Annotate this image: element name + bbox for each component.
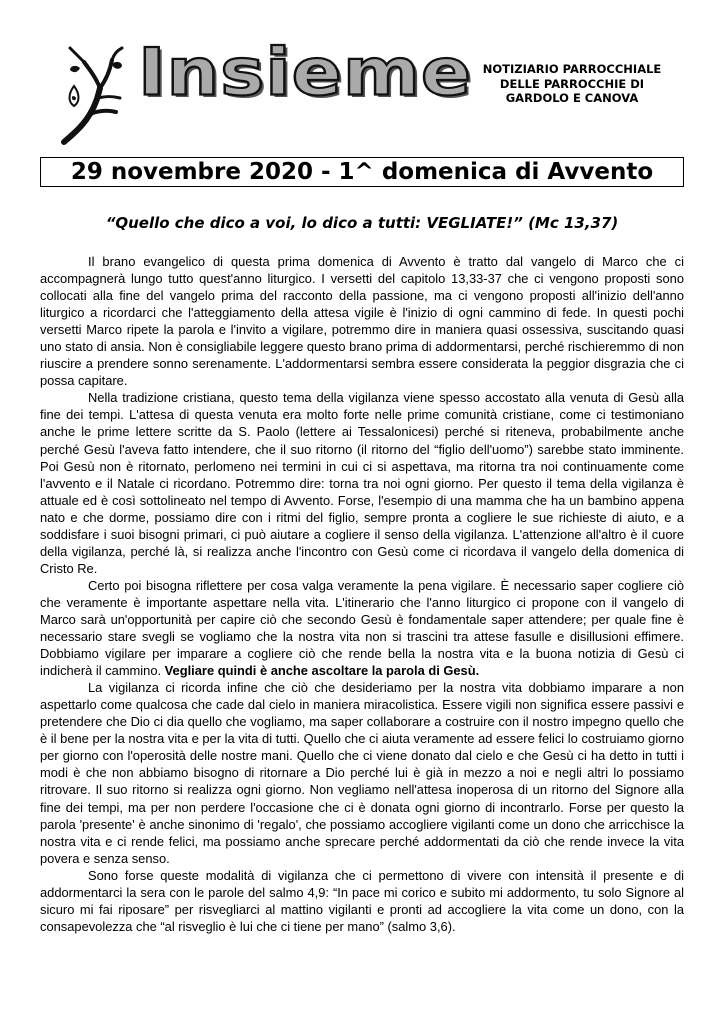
article-body xyxy=(40,253,684,935)
article-paragraph xyxy=(40,577,684,679)
subtitle-line: DELLE PARROCCHIE DI xyxy=(499,76,645,91)
newsletter-title: Insieme xyxy=(138,34,473,111)
newsletter-subtitle xyxy=(472,62,672,106)
bold-sentence: Vegliare quindi è anche ascoltare la parola di Gesù. xyxy=(164,663,480,679)
gospel-quote: “Quello che dico a voi, lo dico a tutti: VEGLIATE!” (Mc 13,37) xyxy=(105,214,619,232)
article-paragraph: Il brano evangelico di questa prima domenica di Avvento è tratto dal vangelo di Marco che ci accompagnerà lungo tutto quest'anno liturgico. I versetti del capitolo 13,33-37 che ci vengono proposti sono collocati alla fine del vangelo prima del racconto della passione, ma ci vengono proposti all'inizio dell'anno liturgico a ricordarci che l'atteggiamento della attesa vigile è l'inizio di ogni cammino di fede. In questi pochi versetti Marco ripete la parola e l'invito a vigilare, potremmo dire in maniera quasi ossessiva, suscitando quasi uno stato di ansia. Non è consigliabile leggere questo brano prima di addormentarsi, perché rischieremmo di non riuscire a prendere sonno serenamente. L'addormentarsi sembra essere considerata la peggior disgrazia che ci possa capitare. xyxy=(40,254,684,389)
subtitle-line: NOTIZIARIO PARROCCHIALE xyxy=(482,62,662,76)
plant-logo-icon xyxy=(50,40,140,150)
subtitle-line: GARDOLO E CANOVA xyxy=(505,91,639,105)
article-paragraph: La vigilanza ci ricorda infine che ciò che desideriamo per la nostra vita dobbiamo imparare a non aspettarlo come qualcosa che cade dal cielo in maniera miracolistica. Essere vigili non significa essere passivi e pretendere che Dio ci dia quello che vogliamo, ma saper collaborare a costruire con il nostro impegno quello che è il bene per la nostra vita e per la vita di tutti. Quello che ci aiuta veramente ad essere felici lo costruiamo giorno per giorno con l'operosità delle nostre mani. Quello che ci viene donato dal cielo e che Gesù ci ha detto in tutti i modi è che non abbiamo bisogno di ritornare a Dio perché lui è già in mezzo a noi e negli altri lo possiamo ritrovare. Il suo ritorno si realizza ogni giorno. Non vegliamo nell'attesa inoperosa di un ritorno del Signore alla fine dei tempi, ma per non perdere l'occasione che ci è donata ogni giorno di incontrarlo. Forse per questo la parola 'presente' è anche sinonimo di 'regalo', che possiamo accogliere vigilanti come un dono che arricchisce la nostra vita e ci rende felici, ma possiamo anche sprecare perché addormentati da ciò che rende invece la vita povera e senza senso. xyxy=(40,680,684,866)
article-paragraph: Nella tradizione cristiana, questo tema della vigilanza viene spesso accostato alla venuta di Gesù alla fine dei tempi. L'attesa di questa venuta era molto forte nelle prime comunità cristiane, come ci testimoniano anche le prime lettere scritte da S. Paolo (lettere ai Tessalonicesi) perché si riteneva, probabilmente anche perché Gesù l'aveva fatto intendere, che il suo ritorno (il ritorno del “figlio dell'uomo”) sarebbe stato imminente. Poi Gesù non è ritornato, perlomeno nei termini in cui ci si aspettava, ma ritorna tra noi continuamente come l'avvento e il Natale ci ricordano. Potremmo dire: torna tra noi ogni giorno. Per questo il tema della vigilanza è attuale ed è così sottolineato nel tempo di Avvento. Forse, l'esempio di una mamma che ha un bambino appena nato e che dorme, possiamo dire con i ritmi del figlio, sempre pronta a cogliere le sue richieste di aiuto, e a soddisfare i suoi bisogni primari, ci può aiutare a cogliere il senso della vigilanza. L'attenzione all'altro è il cuore della vigilanza, perché là, si realizza anche l'incontro con Gesù come ci ricordava il vangelo della domenica di Cristo Re. xyxy=(40,390,684,576)
article-paragraph: Sono forse queste modalità di vigilanza che ci permettono di vivere con intensità il presente e di addormentarci la sera con le parole del salmo 4,9: “In pace mi corico e subito mi addormento, tu solo Signore al sicuro mi fai riposare” per risvegliarci al mattino vigilanti e pronti ad accogliere la vita come un dono, con la consapevolezza che “al risveglio è lui che ci tiene per mano” (salmo 3,6). xyxy=(40,867,684,934)
issue-date-heading: 29 novembre 2020 - 1^ domenica di Avvento xyxy=(40,157,684,187)
article-paragraph-text: Certo poi bisogna riflettere per cosa valga veramente la pena vigilare. È necessario saper cogliere ciò che veramente è importante aspettare nella vita. L'itinerario che l'anno liturgico ci propone con il vangelo di Marco sarà un'opportunità per capire ciò che secondo Gesù è fondamentale saper attendere; per quale fine è necessario stare svegli se vogliamo che la nostra vita non si trascini tra attese fasulle e disillusioni effimere. Dobbiamo vigilare per imparare a cogliere ciò che rende bella la nostra vita e la buona notizia di Gesù ci indicherà il cammino. xyxy=(40,577,684,679)
